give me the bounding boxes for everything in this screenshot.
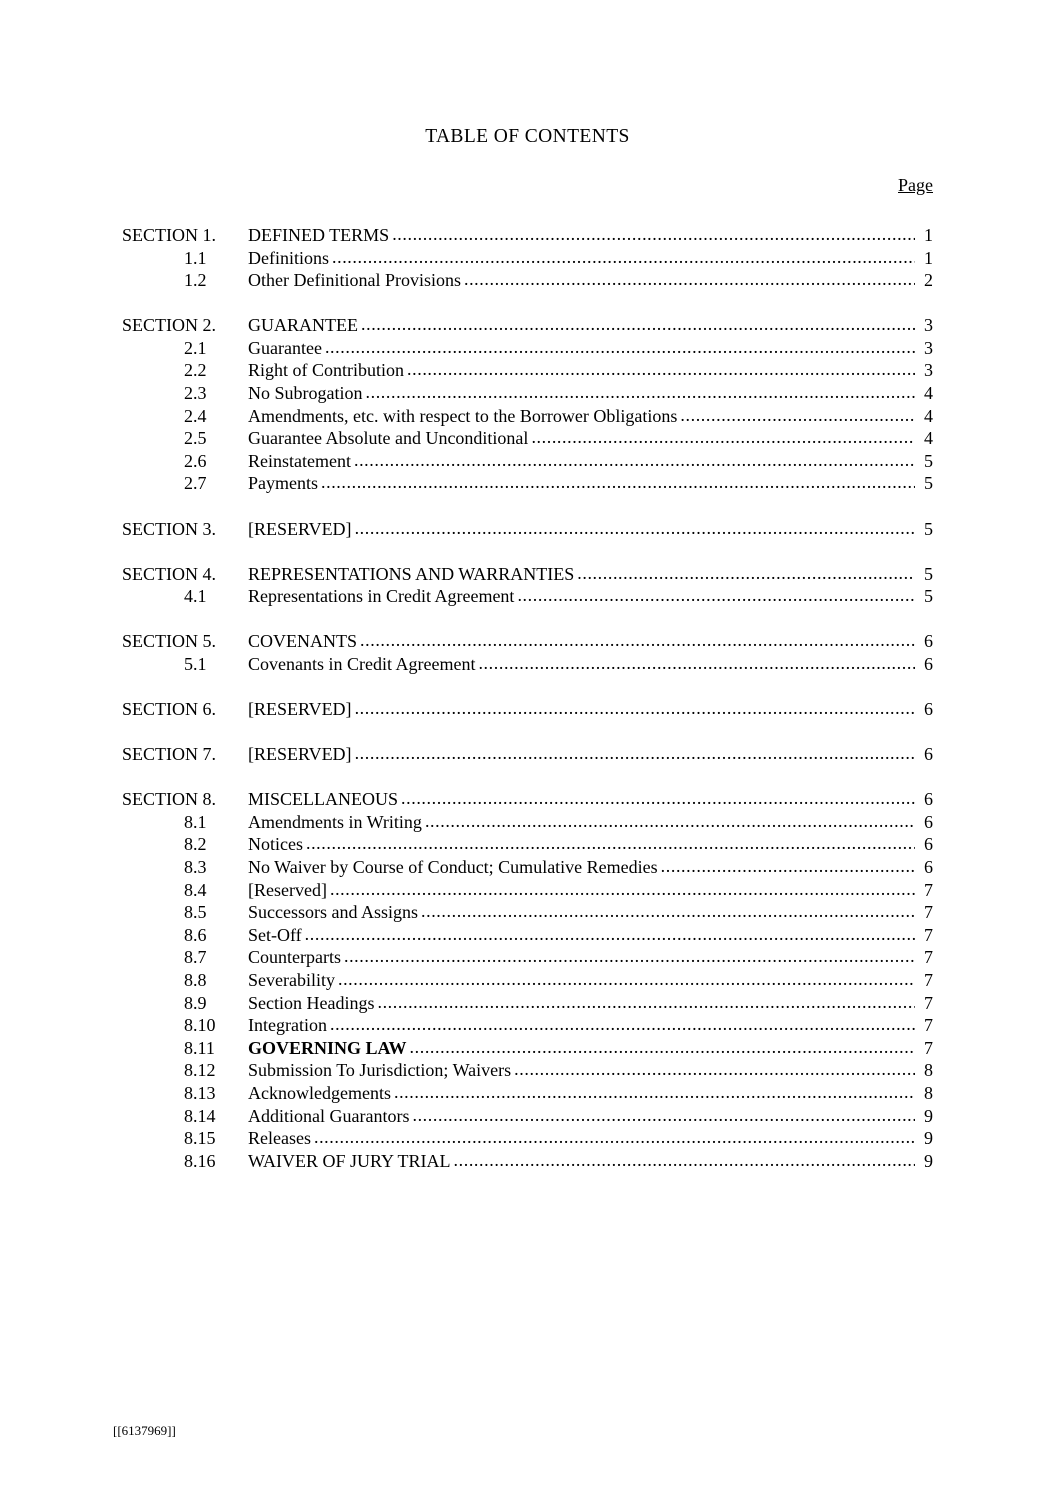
- footer-code: [[6137969]]: [113, 1423, 176, 1438]
- toc-leader-dots: [321, 471, 915, 494]
- toc-entry[interactable]: [122, 472, 933, 495]
- toc-entry-number: SECTION 2.: [122, 315, 216, 336]
- toc-entry[interactable]: [122, 788, 933, 811]
- toc-entry-number: 8.15: [184, 1128, 216, 1149]
- toc-entry-page: 6: [924, 744, 933, 765]
- toc-entry-page: 1: [924, 247, 933, 268]
- toc-spacer: [122, 676, 933, 699]
- toc-entry-page: 5: [924, 450, 933, 471]
- toc-leader-dots: [355, 697, 915, 720]
- page-title: TABLE OF CONTENTS: [425, 126, 630, 147]
- toc-entry-title: DEFINED TERMS: [248, 225, 390, 245]
- toc-entry-title: Acknowledgements: [248, 1082, 391, 1103]
- toc-leader-dots: [517, 584, 915, 607]
- toc-entry-title: GUARANTEE: [248, 315, 358, 336]
- toc-entry-page: 7: [924, 1037, 933, 1058]
- toc-entry[interactable]: [122, 653, 933, 676]
- toc-entry-page: 3: [924, 315, 933, 336]
- toc-entry[interactable]: [122, 992, 933, 1015]
- toc-entry-title: Submission To Jurisdiction; Waivers: [248, 1060, 512, 1081]
- toc-entry[interactable]: [122, 743, 933, 766]
- toc-entry-number: SECTION 3.: [122, 518, 216, 539]
- toc-leader-dots: [306, 832, 915, 855]
- toc-entry-page: 8: [924, 1082, 933, 1103]
- toc-entry[interactable]: [122, 811, 933, 834]
- toc-entry-page: 7: [924, 924, 933, 945]
- toc-entry-page: 3: [924, 360, 933, 381]
- toc-leader-dots: [478, 652, 915, 675]
- toc-entry-title: WAIVER OF JURY TRIAL: [248, 1150, 451, 1171]
- toc-leader-dots: [661, 855, 915, 878]
- toc-entry-number: 8.2: [184, 834, 207, 855]
- toc-leader-dots: [338, 968, 915, 991]
- toc-leader-dots: [410, 1036, 915, 1059]
- toc-leader-dots: [354, 449, 915, 472]
- toc-entry-number: 5.1: [184, 653, 207, 674]
- toc-entry-title: Releases: [248, 1128, 311, 1149]
- toc-entry-page: 6: [924, 653, 933, 674]
- toc-entry[interactable]: [122, 269, 933, 292]
- toc-entry-title: Section Headings: [248, 992, 375, 1013]
- toc-entry-number: 4.1: [184, 586, 207, 607]
- table-of-contents: [0, 224, 1055, 1172]
- toc-entry-page: 6: [924, 811, 933, 832]
- toc-entry[interactable]: [122, 946, 933, 969]
- toc-entry-number: 2.4: [184, 405, 207, 426]
- toc-entry-number: 8.10: [184, 1015, 216, 1036]
- toc-entry-number: 1.1: [184, 247, 207, 268]
- toc-entry-number: 2.1: [184, 337, 207, 358]
- toc-entry[interactable]: [122, 563, 933, 586]
- toc-leader-dots: [577, 562, 915, 585]
- toc-entry-title: Representations in Credit Agreement: [248, 586, 515, 607]
- toc-leader-dots: [464, 268, 915, 291]
- toc-entry-page: 2: [924, 270, 933, 291]
- toc-leader-dots: [454, 1149, 915, 1172]
- toc-entry[interactable]: [122, 337, 933, 360]
- toc-spacer: [122, 766, 933, 789]
- toc-entry-number: 8.12: [184, 1060, 216, 1081]
- toc-entry-title: [RESERVED]: [248, 744, 352, 765]
- toc-entry-title: Amendments, etc. with respect to the Borrower Obligations: [248, 405, 678, 426]
- toc-entry-title: COVENANTS: [248, 631, 358, 652]
- toc-entry[interactable]: [122, 879, 933, 902]
- toc-entry-page: 9: [924, 1150, 933, 1171]
- toc-entry-page: 5: [924, 563, 933, 584]
- toc-leader-dots: [325, 336, 915, 359]
- toc-leader-dots: [531, 426, 915, 449]
- toc-entry[interactable]: [122, 833, 933, 856]
- toc-leader-dots: [412, 1104, 915, 1127]
- toc-entry-number: 8.1: [184, 811, 207, 832]
- toc-entry-title: [RESERVED]: [248, 699, 352, 719]
- toc-leader-dots: [344, 945, 915, 968]
- toc-entry-number: 2.2: [184, 360, 207, 381]
- toc-entry[interactable]: [122, 518, 933, 541]
- toc-entry-page: 9: [924, 1128, 933, 1149]
- toc-entry-number: 8.16: [184, 1150, 216, 1171]
- toc-entry[interactable]: [122, 405, 933, 428]
- toc-leader-dots: [421, 900, 915, 923]
- toc-entry-title: Covenants in Credit Agreement: [248, 653, 476, 674]
- toc-entry[interactable]: [122, 630, 933, 653]
- toc-entry-title: Integration: [248, 1015, 327, 1036]
- toc-leader-dots: [680, 404, 915, 427]
- toc-leader-dots: [355, 742, 915, 765]
- toc-entry-number: 1.2: [184, 270, 207, 291]
- toc-entry-number: SECTION 5.: [122, 631, 216, 652]
- toc-entry-number: 8.9: [184, 992, 207, 1013]
- toc-entry[interactable]: [122, 450, 933, 473]
- toc-leader-dots: [407, 358, 915, 381]
- toc-entry-number: 8.6: [184, 924, 207, 945]
- toc-entry-title: MISCELLANEOUS: [248, 789, 399, 810]
- toc-entry-title: Other Definitional Provisions: [248, 270, 461, 291]
- toc-leader-dots: [401, 787, 915, 810]
- toc-entry-number: 8.13: [184, 1082, 216, 1103]
- toc-entry-page: 6: [924, 834, 933, 855]
- toc-entry-title: Notices: [248, 834, 303, 855]
- toc-entry-number: 8.8: [184, 969, 207, 990]
- toc-entry-title: Payments: [248, 473, 318, 494]
- toc-entry[interactable]: [122, 856, 933, 879]
- toc-entry[interactable]: [122, 698, 933, 721]
- toc-entry-page: 5: [924, 473, 933, 494]
- toc-entry-title: Additional Guarantors: [248, 1105, 410, 1126]
- toc-leader-dots: [392, 223, 915, 246]
- toc-entry-page: 5: [924, 586, 933, 607]
- toc-entry-page: 3: [924, 337, 933, 358]
- toc-entry[interactable]: [122, 359, 933, 382]
- page-column-label: Page: [898, 175, 933, 195]
- toc-entry-page: 4: [924, 383, 933, 404]
- toc-spacer: [122, 292, 933, 315]
- toc-entry-page: 7: [924, 1015, 933, 1036]
- toc-entry-number: 2.6: [184, 450, 207, 471]
- toc-leader-dots: [330, 1013, 915, 1036]
- toc-entry-page: 7: [924, 969, 933, 990]
- toc-entry-number: SECTION 4.: [122, 563, 216, 584]
- toc-leader-dots: [314, 1126, 915, 1149]
- toc-entry-number: SECTION 1.: [122, 225, 216, 245]
- toc-entry-title: Set-Off: [248, 924, 302, 945]
- toc-entry-title: No Waiver by Course of Conduct; Cumulative Remedies: [248, 856, 658, 877]
- toc-entry-title: Right of Contribution: [248, 360, 405, 381]
- toc-entry[interactable]: [122, 901, 933, 924]
- toc-entry[interactable]: [122, 224, 933, 247]
- toc-leader-dots: [394, 1081, 915, 1104]
- toc-entry[interactable]: [122, 585, 933, 608]
- toc-entry-number: 8.7: [184, 947, 207, 968]
- toc-entry-number: 8.5: [184, 902, 207, 923]
- toc-leader-dots: [366, 381, 916, 404]
- toc-leader-dots: [330, 878, 915, 901]
- toc-entry[interactable]: [122, 427, 933, 450]
- toc-entry-title: [Reserved]: [248, 879, 327, 900]
- toc-entry-title: Counterparts: [248, 947, 341, 968]
- toc-leader-dots: [377, 991, 915, 1014]
- toc-entry-page: 5: [924, 518, 933, 539]
- toc-entry[interactable]: [122, 924, 933, 947]
- toc-entry[interactable]: [122, 969, 933, 992]
- page-column-header: [0, 175, 1055, 196]
- toc-entry[interactable]: [122, 1150, 933, 1173]
- toc-entry-page: 4: [924, 405, 933, 426]
- toc-leader-dots: [361, 313, 915, 336]
- toc-entry-page: 8: [924, 1060, 933, 1081]
- toc-entry-page: 7: [924, 879, 933, 900]
- toc-entry[interactable]: [122, 1014, 933, 1037]
- toc-leader-dots: [332, 246, 915, 269]
- toc-entry[interactable]: [122, 247, 933, 270]
- toc-leader-dots: [514, 1058, 915, 1081]
- toc-spacer: [122, 540, 933, 563]
- toc-entry-number: SECTION 6.: [122, 699, 216, 719]
- toc-entry-title: Definitions: [248, 247, 329, 268]
- toc-entry-page: 6: [924, 631, 933, 652]
- toc-entry-number: 2.7: [184, 473, 207, 494]
- toc-leader-dots: [305, 923, 915, 946]
- toc-spacer: [122, 721, 933, 744]
- toc-entry-number: SECTION 8.: [122, 789, 216, 810]
- toc-entry-number: SECTION 7.: [122, 744, 216, 765]
- toc-entry-title: Successors and Assigns: [248, 902, 418, 923]
- toc-entry-title: Reinstatement: [248, 450, 351, 471]
- toc-entry-title: Severability: [248, 969, 335, 990]
- toc-entry-page: 4: [924, 428, 933, 449]
- toc-leader-dots: [425, 810, 915, 833]
- toc-entry-number: 8.3: [184, 856, 207, 877]
- toc-entry-number: 2.5: [184, 428, 207, 449]
- toc-entry-page: 6: [924, 856, 933, 877]
- toc-entry-title: Guarantee: [248, 337, 322, 358]
- toc-entry-page: 6: [924, 789, 933, 810]
- toc-entry-page: 1: [924, 225, 933, 245]
- toc-entry[interactable]: [122, 1037, 933, 1060]
- toc-entry-page: 7: [924, 992, 933, 1013]
- toc-leader-dots: [355, 517, 915, 540]
- toc-entry[interactable]: [122, 314, 933, 337]
- toc-entry-page: 7: [924, 902, 933, 923]
- toc-entry-number: 8.4: [184, 879, 207, 900]
- toc-entry-title: Amendments in Writing: [248, 811, 422, 832]
- toc-entry-title: No Subrogation: [248, 383, 363, 404]
- document-page: [0, 126, 1055, 1491]
- toc-entry-number: 2.3: [184, 383, 207, 404]
- toc-entry-title: [RESERVED]: [248, 518, 352, 539]
- toc-entry[interactable]: [122, 382, 933, 405]
- toc-entry-page: 6: [924, 699, 933, 719]
- toc-entry[interactable]: [122, 1082, 933, 1105]
- toc-entry-number: 8.14: [184, 1105, 216, 1126]
- toc-entry[interactable]: [122, 1105, 933, 1128]
- toc-entry[interactable]: [122, 1059, 933, 1082]
- toc-entry-title: GOVERNING LAW: [248, 1037, 407, 1058]
- toc-entry[interactable]: [122, 1127, 933, 1150]
- toc-entry-title: Guarantee Absolute and Unconditional: [248, 428, 529, 449]
- toc-entry-page: 9: [924, 1105, 933, 1126]
- toc-leader-dots: [360, 629, 915, 652]
- toc-entry-title: REPRESENTATIONS AND WARRANTIES: [248, 563, 575, 584]
- toc-spacer: [122, 495, 933, 518]
- toc-entry-number: 8.11: [184, 1037, 215, 1058]
- toc-spacer: [122, 608, 933, 631]
- toc-entry-page: 7: [924, 947, 933, 968]
